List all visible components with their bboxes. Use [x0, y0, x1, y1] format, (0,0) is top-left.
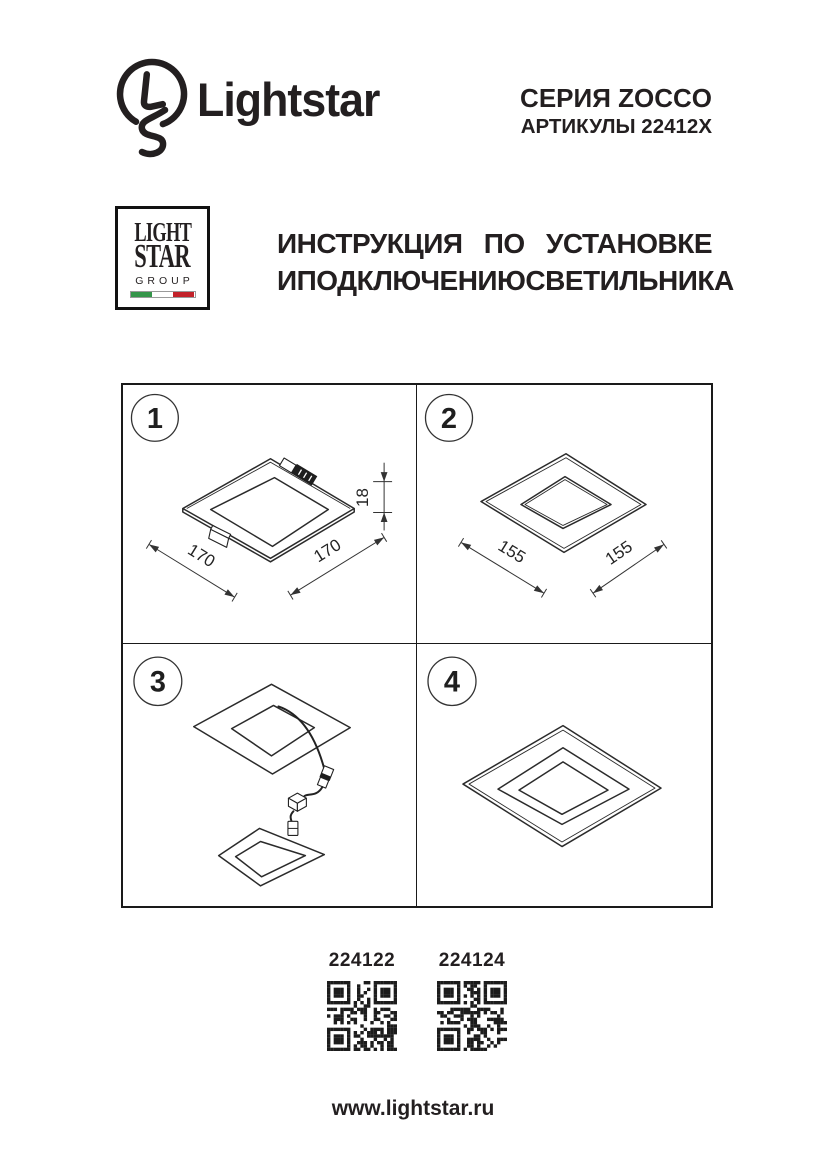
flag-red	[173, 292, 194, 297]
wire	[304, 787, 322, 796]
step-1-drawing	[123, 385, 416, 643]
flag-green	[131, 292, 152, 297]
article-number: 224122	[328, 950, 396, 971]
brand-wordmark: Lightstar	[197, 73, 380, 126]
lightstar-group-logo	[115, 206, 210, 310]
instruction-steps-grid	[121, 383, 713, 908]
dimension-height	[353, 463, 392, 531]
clip-icon	[288, 821, 298, 835]
page-title	[277, 228, 734, 297]
step-2-drawing	[417, 385, 711, 643]
logo-group-text: GROUP	[135, 275, 194, 287]
title-line-2	[277, 265, 734, 297]
title-word: ИНСТРУКЦИЯ	[277, 228, 463, 259]
dimension-left	[146, 540, 237, 601]
dimension-right	[590, 537, 667, 597]
flag-white	[152, 292, 173, 297]
article-number: 224124	[438, 950, 506, 971]
wire	[291, 811, 294, 822]
title-word: СВЕТИЛЬНИКА	[525, 265, 734, 296]
logo-star-text: STAR	[134, 238, 191, 275]
cutout-hole	[521, 477, 611, 529]
title-word: ПО	[483, 228, 525, 259]
cutout-outline	[194, 684, 350, 774]
wire	[278, 706, 324, 768]
step-4-panel	[417, 644, 711, 906]
qr-code	[327, 981, 397, 1051]
dimension-label: 170	[184, 540, 219, 572]
step-number: 1	[146, 402, 163, 435]
qr-section	[8, 950, 826, 1051]
cutout-hole	[232, 705, 315, 755]
dimension-label: 155	[601, 536, 636, 569]
spring-clip-icon	[209, 525, 231, 547]
title-word: И	[277, 265, 297, 296]
articles-line: АРТИКУЛЫ 22412X	[520, 115, 712, 139]
panel-rim	[187, 462, 350, 508]
panel-outline	[219, 828, 325, 885]
qr-code	[437, 981, 507, 1051]
dimension-label: 18	[353, 488, 373, 507]
step-4-drawing	[417, 644, 711, 906]
title-word: ПОДКЛЮЧЕНИЮ	[296, 265, 526, 296]
trim-outline	[463, 726, 661, 847]
website-url: www.lightstar.ru	[331, 1097, 495, 1120]
step-number: 3	[149, 666, 166, 699]
series-title: СЕРИЯ ZOCCO	[520, 83, 712, 113]
step-1-panel	[123, 385, 417, 644]
qr-block	[437, 950, 507, 1051]
series-block	[520, 84, 712, 139]
panel-lens	[236, 842, 306, 877]
logo-light-text: LIGHT	[134, 217, 191, 247]
terminal-block-icon	[279, 457, 317, 486]
step-3-panel	[123, 644, 417, 906]
trim-rim	[469, 730, 655, 842]
dimension-left	[458, 536, 546, 597]
cutout-rim	[486, 458, 641, 549]
title-line-1	[277, 228, 712, 260]
step-2-panel	[417, 385, 711, 644]
step-3-drawing	[123, 644, 416, 906]
step-number: 2	[440, 402, 458, 435]
cutout-hole-rim	[525, 480, 607, 526]
qr-block	[327, 950, 397, 1051]
dimension-label: 170	[310, 535, 345, 567]
lightstar-bulb-icon	[110, 56, 194, 166]
italian-flag-bar	[130, 291, 196, 298]
dimension-label: 155	[494, 536, 529, 568]
step-number: 4	[443, 666, 461, 699]
title-word: УСТАНОВКЕ	[546, 228, 712, 259]
connector-icon	[316, 766, 334, 789]
